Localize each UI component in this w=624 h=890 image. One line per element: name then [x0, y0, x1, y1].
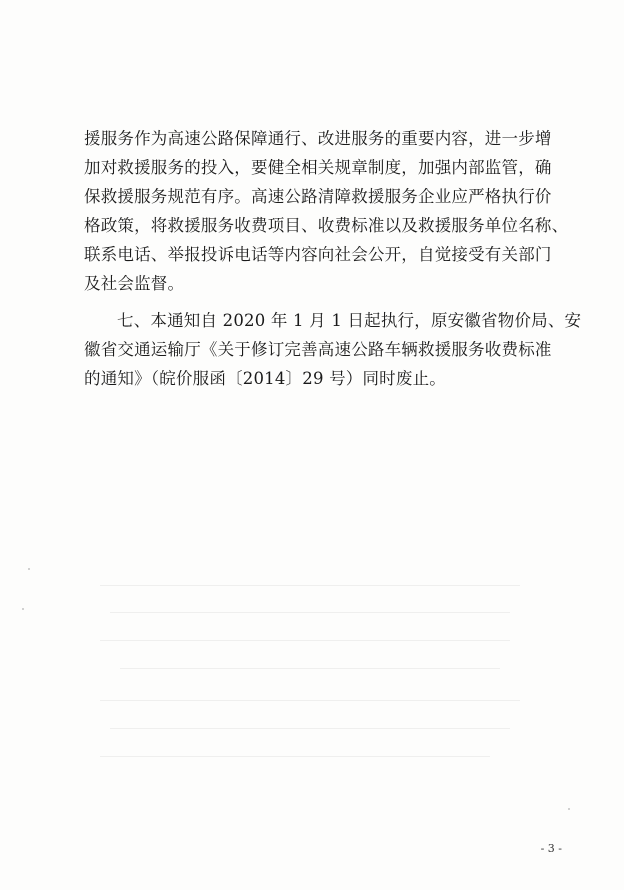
- bleed-through-line: [100, 640, 510, 641]
- text-line: 及社会监督。: [84, 274, 185, 293]
- bleed-through-line: [100, 585, 520, 586]
- text-line: 保救援服务规范有序。高速公路清障救援服务企业应严格执行价: [84, 187, 552, 206]
- paragraph-effective-date: [84, 306, 582, 393]
- bleed-through-line: [120, 668, 500, 669]
- paragraph-rescue-service: [84, 124, 569, 298]
- bleed-through-line: [100, 756, 490, 757]
- page-number: - 3 -: [540, 842, 562, 855]
- document-body: [84, 124, 582, 393]
- text-line: 联系电话、举报投诉电话等内容向社会公开，自觉接受有关部门: [84, 245, 552, 264]
- text-line: 徽省交通运输厅《关于修订完善高速公路车辆救援服务收费标准: [84, 340, 552, 359]
- bleed-through-line: [110, 728, 510, 729]
- scan-speck: [568, 808, 570, 810]
- text-line: 七、本通知自 2020 年 1 月 1 日起执行，原安徽省物价局、安: [117, 311, 582, 330]
- text-line: 格政策，将救援服务收费项目、收费标准以及救援服务单位名称、: [84, 216, 569, 235]
- scan-speck: [28, 568, 30, 570]
- scan-speck: [22, 608, 24, 610]
- text-line: 援服务作为高速公路保障通行、改进服务的重要内容，进一步增: [84, 129, 552, 148]
- bleed-through-line: [110, 612, 510, 613]
- text-line: 的通知》（皖价服函〔2014〕29 号）同时废止。: [84, 369, 446, 388]
- bleed-through-line: [100, 700, 520, 701]
- text-line: 加对救援服务的投入，要健全相关规章制度，加强内部监管，确: [84, 158, 552, 177]
